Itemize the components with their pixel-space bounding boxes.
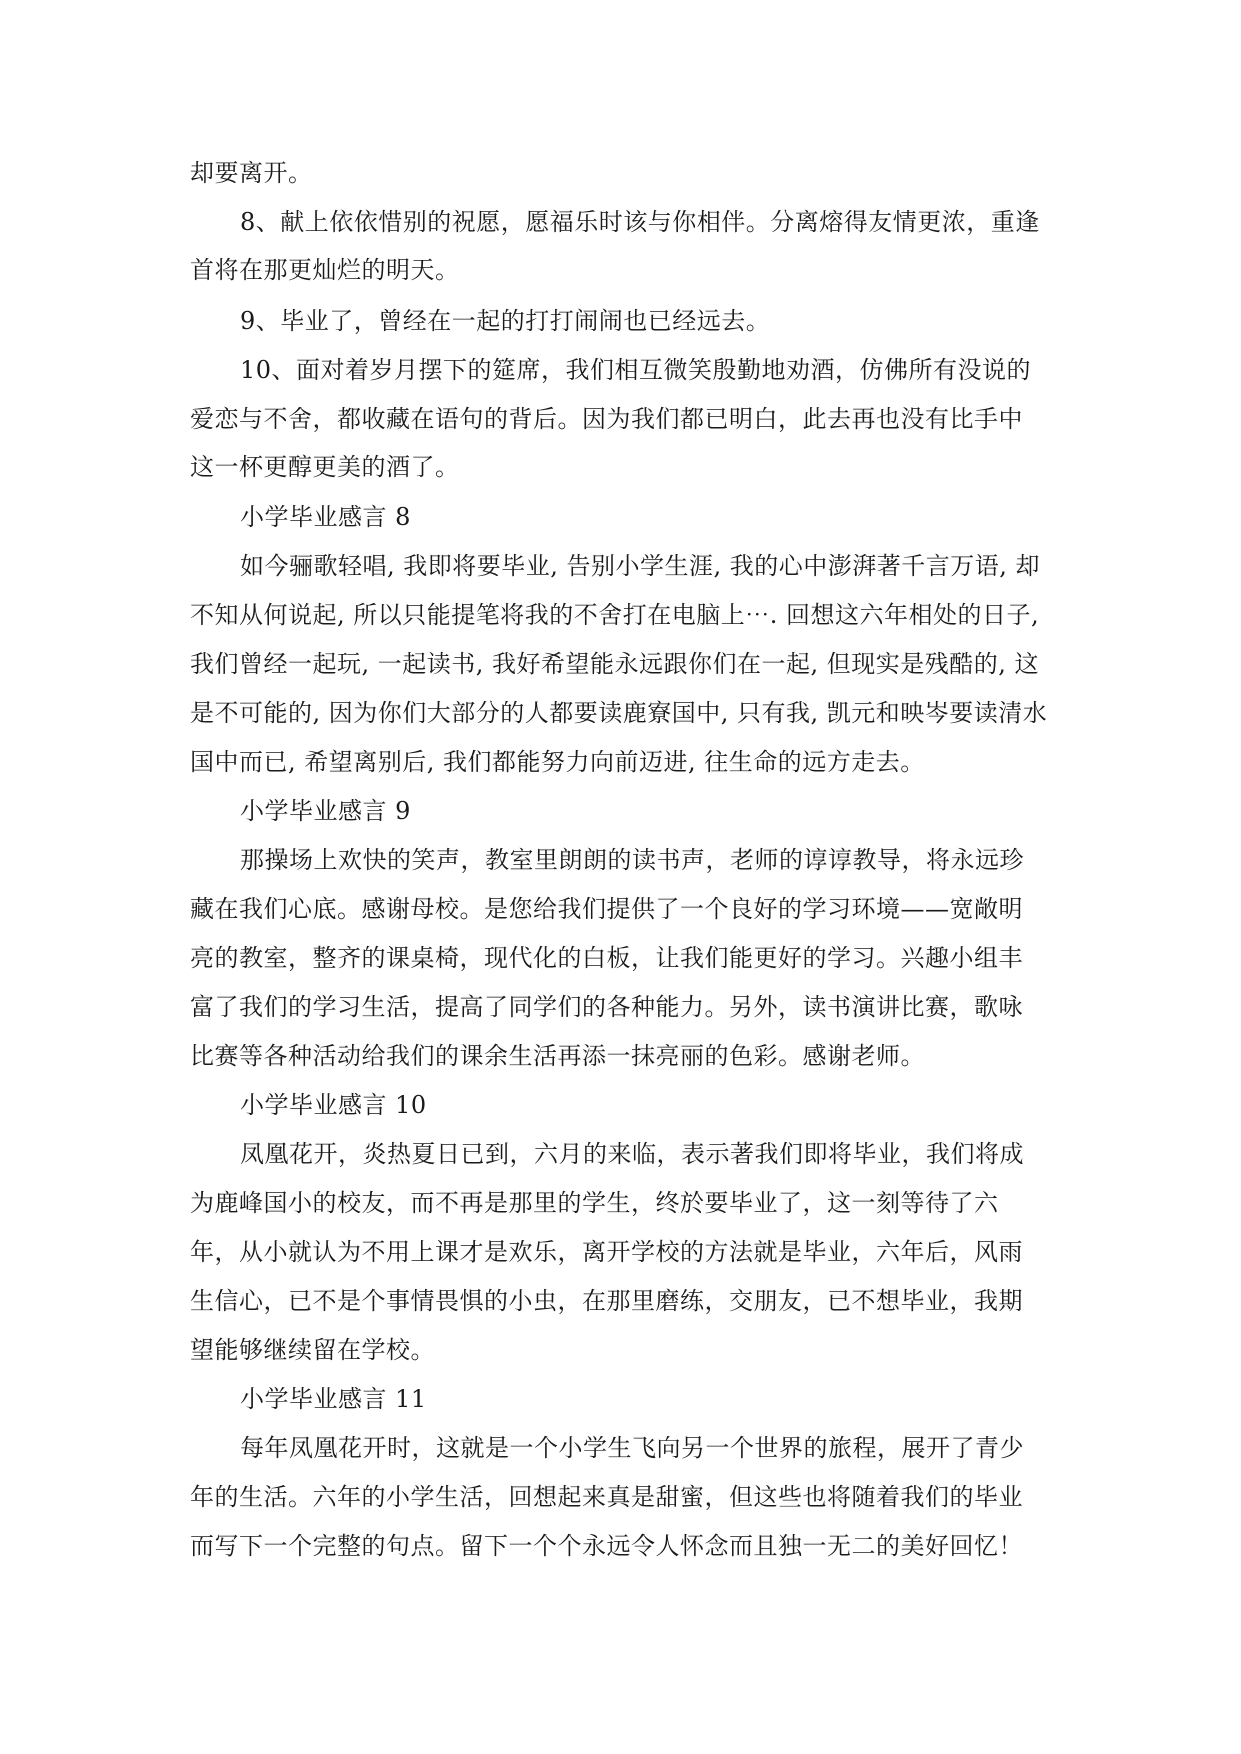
- text-line: 望能够继续留在学校。: [190, 1336, 435, 1364]
- section-heading: 小学毕业感言 10: [240, 1091, 427, 1119]
- text-line: 9、毕业了，曾经在一起的打打闹闹也已经远去。: [240, 307, 771, 335]
- text-line: 如今骊歌轻唱, 我即将要毕业, 告别小学生涯, 我的心中澎湃著千言万语, 却: [240, 552, 1041, 580]
- text-line: 这一杯更醇更美的酒了。: [190, 453, 460, 481]
- text-line: 我们曾经一起玩, 一起读书, 我好希望能永远跟你们在一起, 但现实是残酷的, 这: [190, 650, 1040, 678]
- text-line: 而写下一个完整的句点。留下一个个永远令人怀念而且独一无二的美好回忆！: [190, 1532, 1023, 1560]
- text-line: 年，从小就认为不用上课才是欢乐，离开学校的方法就是毕业，六年后，风雨: [190, 1238, 1023, 1266]
- text-line: 8、献上依依惜别的祝愿，愿福乐时该与你相伴。分离熔得友情更浓，重逢: [240, 208, 1040, 236]
- text-line: 亮的教室，整齐的课桌椅，现代化的白板，让我们能更好的学习。兴趣小组丰: [190, 944, 1023, 972]
- text-line: 富了我们的学习生活，提高了同学们的各种能力。另外，读书演讲比赛，歌咏: [190, 993, 1023, 1021]
- text-line: 却要离开。: [190, 159, 313, 187]
- text-line: 首将在那更灿烂的明天。: [190, 256, 460, 284]
- section-heading: 小学毕业感言 8: [240, 503, 411, 531]
- text-line: 那操场上欢快的笑声，教室里朗朗的读书声，老师的谆谆教导，将永远珍: [240, 846, 1024, 874]
- text-line: 藏在我们心底。感谢母校。是您给我们提供了一个良好的学习环境——宽敞明: [190, 895, 1023, 923]
- text-line: 不知从何说起, 所以只能提笔将我的不舍打在电脑上⋯. 回想这六年相处的日子,: [190, 601, 1040, 629]
- text-line: 是不可能的, 因为你们大部分的人都要读鹿寮国中, 只有我, 凯元和映岑要读清水: [190, 699, 1048, 727]
- text-line: 年的生活。六年的小学生活，回想起来真是甜蜜，但这些也将随着我们的毕业: [190, 1483, 1023, 1511]
- text-line: 10、面对着岁月摆下的筵席，我们相互微笑殷勤地劝酒，仿佛所有没说的: [240, 356, 1032, 384]
- section-heading: 小学毕业感言 9: [240, 797, 411, 825]
- text-line: 凤凰花开，炎热夏日已到，六月的来临，表示著我们即将毕业，我们将成: [240, 1140, 1024, 1168]
- text-line: 每年凤凰花开时，这就是一个小学生飞向另一个世界的旅程，展开了青少: [240, 1434, 1024, 1462]
- text-line: 生信心，已不是个事情畏惧的小虫，在那里磨练，交朋友，已不想毕业，我期: [190, 1287, 1023, 1315]
- section-heading: 小学毕业感言 11: [240, 1385, 427, 1413]
- text-line: 为鹿峰国小的校友，而不再是那里的学生，终於要毕业了，这一刻等待了六: [190, 1189, 999, 1217]
- text-line: 国中而已, 希望离别后, 我们都能努力向前迈进, 往生命的远方走去。: [190, 748, 925, 776]
- text-line: 比赛等各种活动给我们的课余生活再添一抹亮丽的色彩。感谢老师。: [190, 1042, 925, 1070]
- text-line: 爱恋与不舍，都收藏在语句的背后。因为我们都已明白，此去再也没有比手中: [190, 405, 1023, 433]
